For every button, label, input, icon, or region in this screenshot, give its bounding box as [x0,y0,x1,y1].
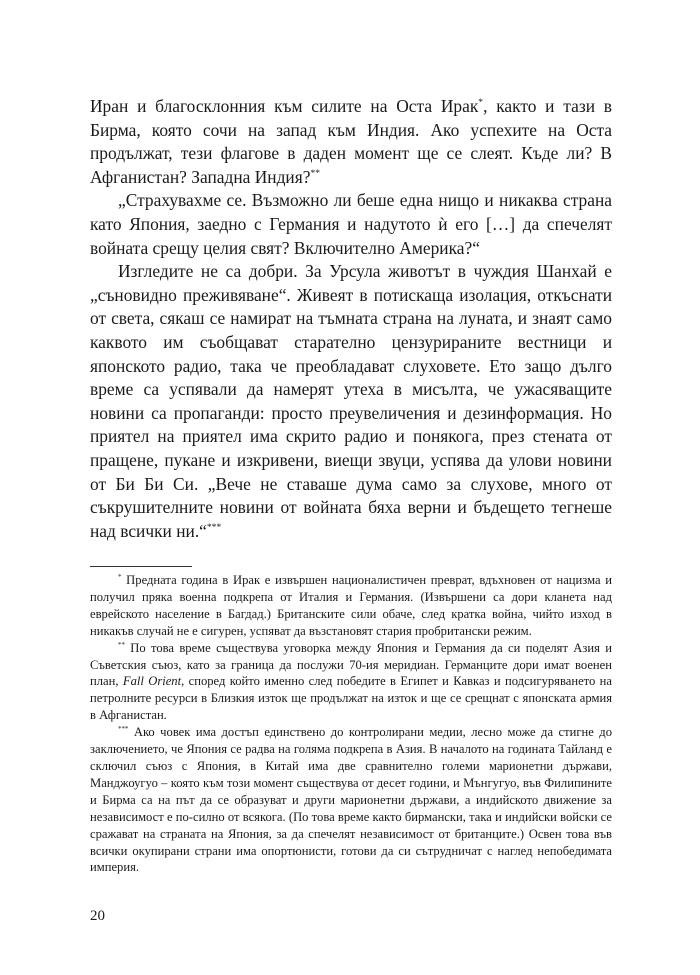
paragraph-1 [90,95,612,189]
footnote-1-text: Предната година в Ирак е извършен националистичен преврат, вдъхновен от нацизма и получил пряка военна подкрепа от Италия и Германия. (Извършени са дори кланета над еврейското население в Багдад.) Британските сили обаче, след кратка война, чийто изход в никакъв случай не е сигурен, успяват да възстановят стария пробритански режим. [90,573,612,638]
footnote-1-marker: * [118,573,122,581]
paragraph-3-text: Изгледите не са добри. За Урсула животът в чуждия Шанхай е „съновидно преживяване“. Живеят в потискаща изолация, откъснати от света, сякаш се намират на тъмната страна на луната, и знаят само каквото им съобщават старателно цензурираните вестници и японското радио, така че преобладават слуховете. Ето защо дълго време са успявали да намерят утеха в мисълта, че ужасяващите новини са пропаганди: просто преувеличения и дезинформация. Но приятел на приятел има скрито радио и понякога, през стената от пращене, пукане и изкривени, виещи звуци, успява да улови новини от Би Би Си. „Вече не ставаше дума само за слухове, много от съкрушителните новини от войната бяха верни и бъдещето тегнеше над всички ни.“ [90,261,612,541]
footnotes [90,572,612,876]
footnote-separator [90,566,192,567]
body-text [90,95,612,543]
page-number: 20 [90,908,105,924]
footnote-3-marker: *** [118,725,129,733]
footnote-3-text: Ако човек има достъп единствено до контролирани медии, лесно може да стигне до заключението, че Япония се радва на голяма подкрепа в Азия. В началото на годината Тайланд е сключил съюз с Япония, в Китай има две сравнително големи марионетни държави, Манджоугуо – която към този момент съществува от десет години, и Мънгугуо, във Филипините и Бирма са на път да се образуват и други марионетни държави, а индийското движение за независимост е по-силно от всякога. (По това време както бирмански, така и индийски войски се сражават на страната на Япония, за да спечелят независимост от британците.) Освен това във всички окупирани страни има опортюнисти, готови да си сътрудничат с наглед непобедимата империя. [90,725,612,875]
footnote-1 [90,572,612,640]
paragraph-3 [90,260,612,543]
paragraph-1-part-b: , както и тази в Бирма, която сочи на запад към Индия. Ако успехите на Оста продължат, тези флагове в даден момент ще се слеят. Къде ли? В Афганистан? Западна Индия? [90,96,613,187]
footnote-2-marker: ** [118,641,125,649]
footnote-3 [90,724,612,876]
footnote-2-text-a: По това време съществува уговорка между Япония и Германия да си поделят Азия и Съветския съюз, като за граница да послужи 70-ия меридиан. Германците дори имат военен план, [90,640,612,689]
footnote-marker-2: ** [310,167,321,179]
footnote-2-italic-title: Fall Orient [122,674,182,689]
footnote-2 [90,640,612,725]
paragraph-1-part-a: Иран и благосклонния към силите на Оста Ирак [90,96,479,116]
footnote-marker-3: *** [206,521,222,533]
paragraph-2: „Страхувахме се. Възможно ли беше една нищо и никаква страна като Япония, заедно с Германия и надутото ѝ его […] да спечелят войната срещу целия свят? Включително Америка?“ [90,190,612,258]
footnote-marker-1: * [478,97,484,109]
footnote-2-text-b: , според който именно след победите в Египет и Кавказ и подсигуряването на петролните ресурси в Близкия изток ще продължат на изток и ще се срещнат с японската армия в Афганистан. [90,674,612,723]
